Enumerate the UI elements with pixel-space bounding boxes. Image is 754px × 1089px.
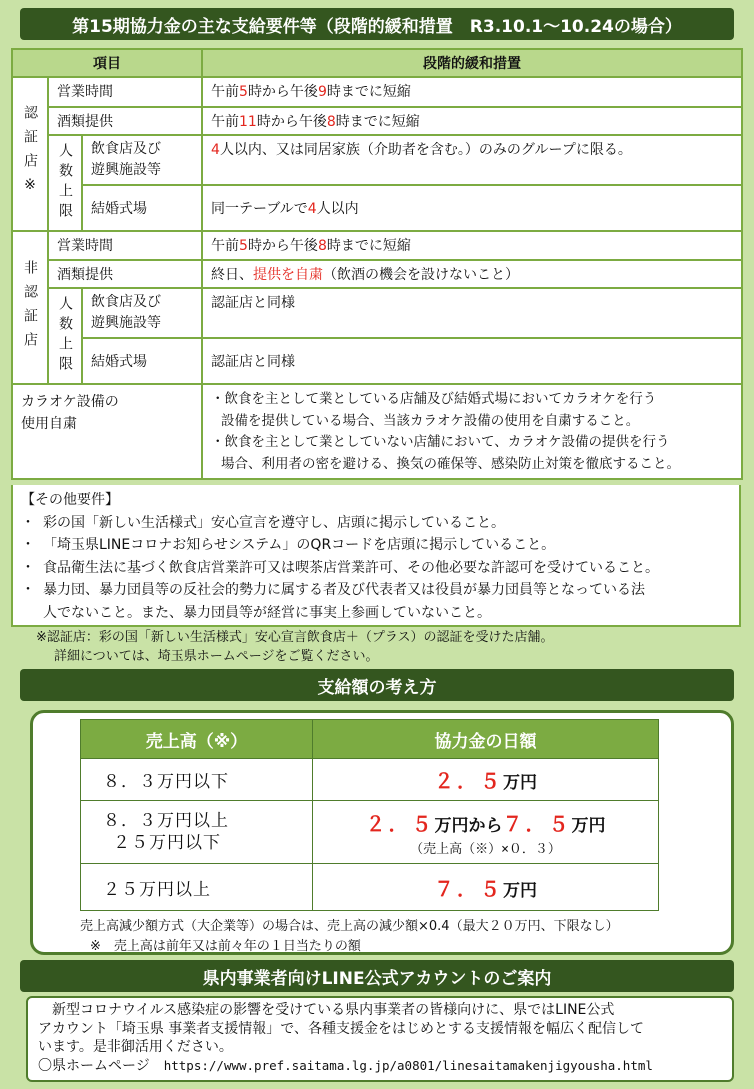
header-measure: 段階的緩和措置 — [202, 49, 742, 77]
sales-cell: ２５万円以上 — [81, 864, 313, 911]
table-row — [81, 864, 659, 911]
payment-note-1: 売上高減少額方式（大企業等）の場合は、売上高の減少額×0.4（最大２０万円、下限なし） — [80, 919, 619, 934]
certified-note: ※認証店：彩の国「新しい生活様式」安心宣言飲食店＋（プラス）の認証を受けた店舗。 詳細については、埼玉県ホームページをご覧ください。 — [36, 630, 554, 664]
table-header-row — [12, 49, 742, 77]
list-item: ・ 食品衛生法に基づく飲食店営業許可又は喫茶店営業許可、その他必要な許認可を受けていること。 — [21, 559, 659, 576]
amount-cell: ２．５万円 — [313, 759, 659, 801]
table-row — [12, 107, 742, 135]
payment-col-amount: 協力金の日額 — [313, 720, 659, 759]
payment-col-sales: 売上高（※） — [81, 720, 313, 759]
noncertified-hours: 午前5時から午後8時までに短縮 — [202, 231, 742, 260]
row-label: 酒類提供 — [48, 260, 202, 288]
table-row — [12, 384, 742, 479]
table-row — [12, 288, 742, 338]
row-label: 酒類提供 — [48, 107, 202, 135]
homepage-link[interactable]: https://www.pref.saitama.lg.jp/a0801/linesaitamakenjigyousha.html — [163, 1057, 653, 1073]
table-row — [12, 338, 742, 384]
people-limit-label: 人数上限 — [48, 288, 82, 384]
list-item: ・ 「埼玉県LINEコロナお知らせシステム」のQRコードを店頭に掲示していること。 — [21, 537, 556, 554]
payment-table — [80, 719, 659, 911]
homepage-row — [38, 1057, 726, 1076]
row-label: 飲食店及び 遊興施設等 — [82, 288, 202, 338]
table-row — [81, 759, 659, 801]
certified-restaurants: 4人以内、又は同居家族（介助者を含む。）のみのグループに限る。 — [202, 135, 742, 185]
list-item-continued: 人でないこと。また、暴力団員等が経営に事実上参画していないこと。 — [43, 604, 491, 621]
table-row — [12, 135, 742, 185]
noncertified-alcohol: 終日、提供を自粛（飲酒の機会を設けないこと） — [202, 260, 742, 288]
payment-heading: 支給額の考え方 — [317, 677, 437, 698]
row-label: 営業時間 — [48, 231, 202, 260]
line-heading-banner — [20, 960, 734, 992]
list-item: ・ 暴力団、暴力団員等の反社会的勢力に属する者及び代表者又は役員が暴力団員等となっている法 — [21, 582, 645, 599]
table-row — [12, 77, 742, 107]
page-title-banner — [20, 8, 734, 40]
certified-group-label: 認証店※ — [12, 77, 48, 231]
certified-alcohol: 午前11時から午後8時までに短縮 — [202, 107, 742, 135]
table-row — [12, 185, 742, 231]
table-row — [12, 260, 742, 288]
homepage-label: 〇県ホームページ — [38, 1057, 150, 1074]
payment-header-row — [81, 720, 659, 759]
noncertified-restaurants: 認証店と同様 — [202, 288, 742, 338]
line-info-box: 新型コロナウイルス感染症の影響を受けている県内事業者の皆様向けに、県ではLINE公式 アカウント「埼玉県 事業者支援情報」で、各種支援金をはじめとする支援情報を幅広く配信して います。是非御活用ください。 〇県ホームページ https://www.pref.saitama.lg.jp/a0801/linesaitamakenjigyousha.html — [26, 996, 734, 1082]
amount-cell: ７．５万円 — [313, 864, 659, 911]
karaoke-text: ・飲食を主として業としている店舗及び結婚式場においてカラオケを行う 設備を提供している場合、当該カラオケ設備の使用を自粛すること。 ・飲食を主として業としていない店舗において、カラオケ設備の提供を行う 場合、利用者の密を避ける、換気の確保等、感染防止対策を徹底すること。 — [202, 384, 742, 479]
noncertified-wedding: 認証店と同様 — [202, 338, 742, 384]
line-heading: 県内事業者向けLINE公式アカウントのご案内 — [202, 968, 552, 989]
page-title: 第15期協力金の主な支給要件等（段階的緩和措置 R3.10.1～10.24の場合） — [72, 16, 682, 37]
row-label: 営業時間 — [48, 77, 202, 107]
other-requirements — [11, 485, 741, 627]
other-heading: 【その他要件】 — [21, 492, 119, 508]
row-label: 結婚式場 — [82, 185, 202, 231]
list-item: ・ 彩の国「新しい生活様式」安心宣言を遵守し、店頭に掲示していること。 — [21, 514, 505, 531]
requirements-table — [11, 48, 743, 480]
payment-note-2: ※ 売上高は前年又は前々年の１日当たりの額 — [90, 939, 361, 954]
people-limit-label: 人数上限 — [48, 135, 82, 231]
sales-cell: ８．３万円以下 — [81, 759, 313, 801]
row-label: 結婚式場 — [82, 338, 202, 384]
sales-cell: ８．３万円以上 ２５万円以下 — [81, 801, 313, 864]
payment-heading-banner — [20, 669, 734, 701]
table-row — [12, 231, 742, 260]
row-label: 飲食店及び 遊興施設等 — [82, 135, 202, 185]
certified-wedding: 同一テーブルで4人以内 — [202, 185, 742, 231]
karaoke-label: カラオケ設備の 使用自粛 — [12, 384, 202, 479]
table-row — [81, 801, 659, 864]
header-item: 項目 — [12, 49, 202, 77]
amount-cell: ２．５万円から７．５万円 （売上高（※）×０．３） — [313, 801, 659, 864]
noncertified-group-label: 非認証店 — [12, 231, 48, 384]
certified-hours: 午前5時から午後9時までに短縮 — [202, 77, 742, 107]
